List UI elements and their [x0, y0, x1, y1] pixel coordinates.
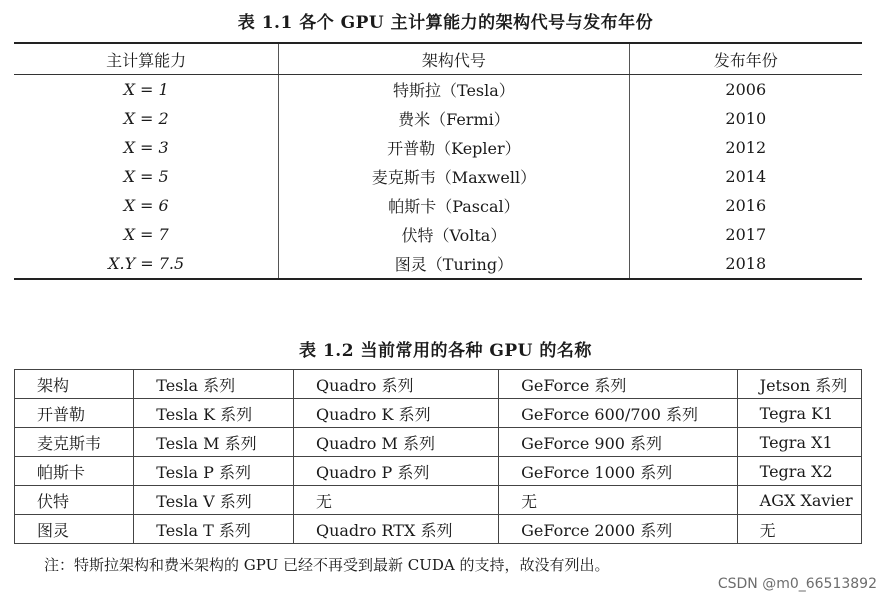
arch-cell: 伏特	[15, 486, 134, 515]
quadro-cell: Quadro M 系列	[293, 428, 498, 457]
tesla-cell: Tesla P 系列	[134, 457, 294, 486]
table2-header-tesla: Tesla 系列	[134, 370, 294, 399]
table-row	[15, 457, 862, 486]
quadro-cell: Quadro P 系列	[293, 457, 498, 486]
arch-cell: 帕斯卡	[15, 457, 134, 486]
quadro-cell: Quadro K 系列	[293, 399, 498, 428]
table-row	[14, 104, 862, 133]
table-row	[14, 220, 862, 249]
table-row	[14, 191, 862, 220]
compute-capability-table	[14, 42, 862, 280]
table-row	[14, 162, 862, 191]
capability-cell: X = 2	[14, 104, 279, 133]
capability-cell: X = 5	[14, 162, 279, 191]
arch-cell: 麦克斯韦	[15, 428, 134, 457]
quadro-cell: 无	[293, 486, 498, 515]
table1-header-architecture: 架构代号	[279, 43, 629, 75]
capability-cell: X.Y = 7.5	[14, 249, 279, 279]
tesla-cell: Tesla M 系列	[134, 428, 294, 457]
year-cell: 2006	[725, 80, 767, 99]
tesla-cell: Tesla K 系列	[134, 399, 294, 428]
year-cell: 2016	[725, 196, 767, 215]
year-cell: 2012	[725, 138, 767, 157]
year-cell: 2018	[725, 254, 767, 273]
table1-header-row	[14, 43, 862, 75]
geforce-cell: GeForce 1000 系列	[499, 457, 738, 486]
table-row	[15, 399, 862, 428]
table2-header-row	[15, 370, 862, 399]
architecture-cell: 特斯拉（Tesla）	[279, 75, 629, 105]
capability-cell: X = 3	[14, 133, 279, 162]
architecture-cell: 帕斯卡（Pascal）	[279, 191, 629, 220]
jetson-cell: 无	[737, 515, 861, 544]
csdn-watermark: CSDN @m0_66513892	[717, 576, 877, 592]
architecture-cell: 费米（Fermi）	[279, 104, 629, 133]
year-cell: 2010	[725, 109, 767, 128]
jetson-cell: Tegra X1	[737, 428, 861, 457]
table-row	[14, 133, 862, 162]
table2-header-geforce: GeForce 系列	[499, 370, 738, 399]
year-cell: 2014	[725, 167, 767, 186]
geforce-cell: GeForce 600/700 系列	[499, 399, 738, 428]
tesla-cell: Tesla T 系列	[134, 515, 294, 544]
tesla-cell: Tesla V 系列	[134, 486, 294, 515]
jetson-cell: Tegra K1	[737, 399, 861, 428]
geforce-cell: GeForce 2000 系列	[499, 515, 738, 544]
table1-caption: 表 1.1 各个 GPU 主计算能力的架构代号与发布年份	[237, 13, 654, 33]
jetson-cell: Tegra X2	[737, 457, 861, 486]
table-row	[15, 486, 862, 515]
year-cell: 2017	[725, 225, 767, 244]
table-footnote: 注：特斯拉架构和费米架构的 GPU 已经不再受到最新 CUDA 的支持，故没有列出。	[44, 556, 610, 574]
table-row	[15, 428, 862, 457]
table1-header-year: 发布年份	[629, 43, 862, 75]
quadro-cell: Quadro RTX 系列	[293, 515, 498, 544]
jetson-cell: AGX Xavier	[737, 486, 861, 515]
geforce-cell: 无	[499, 486, 738, 515]
table-row	[14, 249, 862, 279]
capability-cell: X = 7	[14, 220, 279, 249]
arch-cell: 开普勒	[15, 399, 134, 428]
architecture-cell: 图灵（Turing）	[279, 249, 629, 279]
capability-cell: X = 1	[14, 75, 279, 105]
architecture-cell: 开普勒（Kepler）	[279, 133, 629, 162]
geforce-cell: GeForce 900 系列	[499, 428, 738, 457]
gpu-series-table	[14, 369, 862, 544]
table-row	[14, 75, 862, 105]
architecture-cell: 麦克斯韦（Maxwell）	[279, 162, 629, 191]
table1-header-capability: 主计算能力	[14, 43, 279, 75]
table2-header-jetson: Jetson 系列	[737, 370, 861, 399]
arch-cell: 图灵	[15, 515, 134, 544]
table2-caption: 表 1.2 当前常用的各种 GPU 的名称	[299, 341, 592, 361]
table-row	[15, 515, 862, 544]
table2-header-arch: 架构	[15, 370, 134, 399]
architecture-cell: 伏特（Volta）	[279, 220, 629, 249]
table2-header-quadro: Quadro 系列	[293, 370, 498, 399]
capability-cell: X = 6	[14, 191, 279, 220]
